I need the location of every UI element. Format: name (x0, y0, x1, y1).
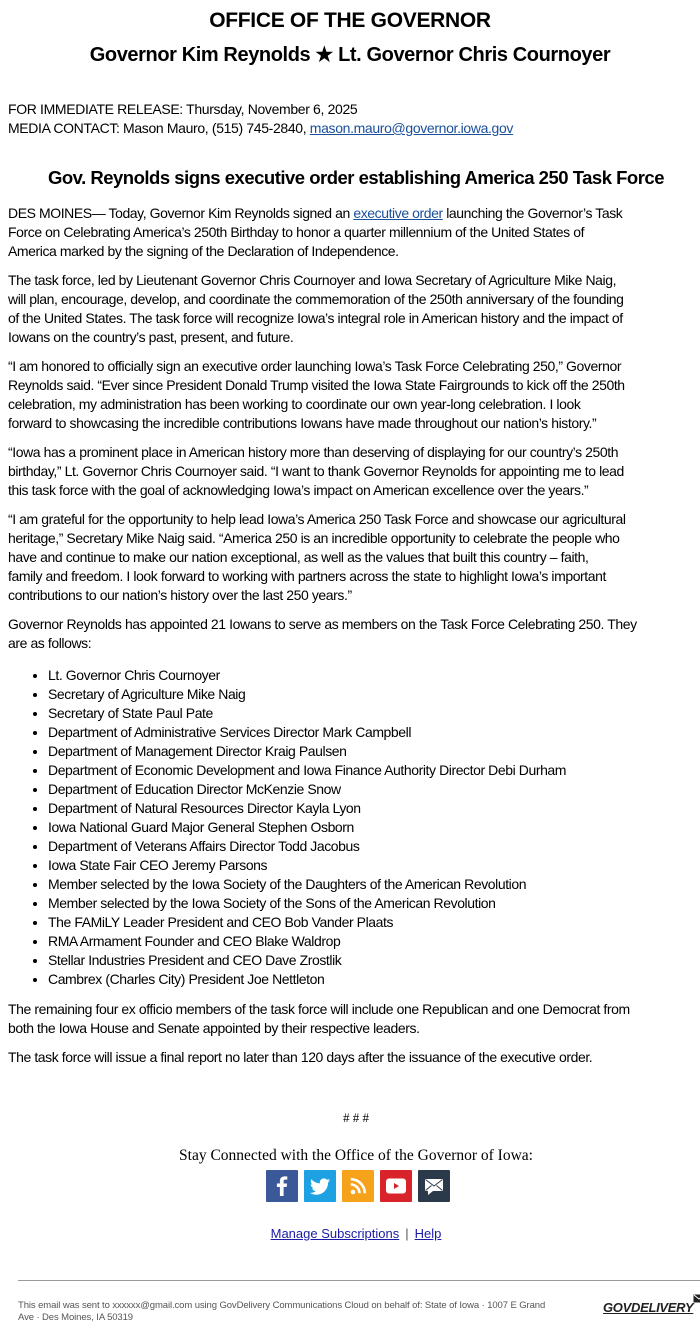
text-line: The task force will issue a final report no later than 120 days after the issuance of the executive order. (8, 1049, 593, 1065)
list-item: • Department of Veterans Affairs Director Todd Jacobus (48, 837, 566, 856)
text-line: celebration, my administration has been working to coordinate our own year-long celebration. I look (8, 396, 581, 412)
text-line: forward to showcasing the incredible contributions Iowans have made throughout our nation’s history.” (8, 415, 597, 431)
rss-button[interactable] (342, 1170, 374, 1202)
text-line: Reynolds said. “Ever since President Donald Trump visited the Iowa State Fairgrounds to kick off the 250th (8, 377, 625, 393)
paragraph-intro (8, 204, 700, 261)
list-item: • Member selected by the Iowa Society of the Sons of the American Revolution (48, 894, 566, 913)
help-link[interactable]: Help (414, 1226, 442, 1241)
office-title: OFFICE OF THE GOVERNOR (209, 9, 491, 32)
list-item: • Department of Natural Resources Director Kayla Lyon (48, 799, 566, 818)
paragraph-lt-governor-quote (8, 443, 700, 500)
media-contact: MEDIA CONTACT: Mason Mauro, (515) 745-2840, mason.mauro@governor.iowa.gov (8, 120, 514, 136)
disclaimer-line: Ave · Des Moines, IA 50319 (18, 1312, 133, 1323)
paragraph-task-force (8, 271, 700, 347)
list-item: • Cambrex (Charles City) President Joe Nettleton (48, 970, 566, 989)
text-line: Force on Celebrating America’s 250th Birthday to honor a quarter millennium of the United States of (8, 224, 585, 240)
rss-icon (342, 1170, 374, 1202)
list-item: • Department of Administrative Services Director Mark Campbell (48, 723, 566, 742)
youtube-icon (380, 1170, 412, 1202)
text-line: “Iowa has a prominent place in American history more than deserving of displaying for our country’s 250th (8, 444, 619, 460)
list-item: • Department of Management Director Kraig Paulsen (48, 742, 566, 761)
envelope-icon (693, 1294, 700, 1304)
paragraph-final-report (8, 1048, 700, 1067)
list-item: • Stellar Industries President and CEO Dave Zrostlik (48, 951, 566, 970)
manage-subscriptions-link[interactable]: Manage Subscriptions (270, 1226, 400, 1241)
twitter-button[interactable] (304, 1170, 336, 1202)
text-line: heritage,” Secretary Mike Naig said. “America 250 is an incredible opportunity to celebrate the people who (8, 530, 620, 546)
text-line: The task force, led by Lieutenant Governor Chris Cournoyer and Iowa Secretary of Agriculture Mike Naig, (8, 272, 617, 288)
text-line: “I am honored to officially sign an executive order launching Iowa’s Task Force Celebrating 250,” Governor (8, 358, 622, 374)
officials-subtitle: Governor Kim Reynolds ★ Lt. Governor Chris Cournoyer (89, 44, 611, 66)
executive-order-link[interactable]: executive order (353, 205, 443, 221)
email-icon (418, 1170, 450, 1202)
youtube-button[interactable] (380, 1170, 412, 1202)
text-line: “I am grateful for the opportunity to help lead Iowa’s America 250 Task Force and showcase our agricultural (8, 511, 626, 527)
text-line: DES MOINES— Today, Governor Kim Reynolds signed an executive order launching the Governor’s Task (8, 205, 623, 221)
text-line: have and continue to make our nation exceptional, as well as the values that built this country – faith, (8, 549, 589, 565)
text-line: family and freedom. I look forward to working with partners across the state to highlight Iowa’s important (8, 568, 606, 584)
text-line: birthday,” Lt. Governor Chris Cournoyer said. “I want to thank Governor Reynolds for appointing me to lead (8, 463, 624, 479)
paragraph-appointments (8, 615, 700, 653)
subscription-links (0, 1226, 700, 1241)
list-item: • The FAMiLY Leader President and CEO Bob Vander Plaats (48, 913, 566, 932)
list-item: • Secretary of State Paul Pate (48, 704, 566, 723)
paragraph-ex-officio (8, 1000, 700, 1038)
text-line: both the Iowa House and Senate appointed by their respective leaders. (8, 1020, 420, 1036)
text-line: contributions to our nation’s history over the last 250 years.” (8, 587, 352, 603)
list-item: • RMA Armament Founder and CEO Blake Waldrop (48, 932, 566, 951)
text-line: this task force with the goal of acknowledging Iowa’s impact on American excellence over the years.” (8, 482, 589, 498)
govdelivery-logo[interactable]: GOVDELIVERY (603, 1300, 693, 1315)
text-line: Iowans on the country’s past, present, and future. (8, 329, 294, 345)
email-button[interactable] (418, 1170, 450, 1202)
paragraph-secretary-quote (8, 510, 700, 605)
text-line: of the United States. The task force will recognize Iowa’s integral role in American history and the impact of (8, 310, 623, 326)
article-headline: Gov. Reynolds signs executive order establishing America 250 Task Force (47, 167, 665, 188)
paragraph-governor-quote (8, 357, 700, 433)
list-item: • Lt. Governor Chris Cournoyer (48, 666, 566, 685)
list-item: • Iowa State Fair CEO Jeremy Parsons (48, 856, 566, 875)
text-line: America marked by the signing of the Declaration of Independence. (8, 243, 399, 259)
end-mark: # # # (343, 1110, 369, 1125)
list-item: • Department of Economic Development and Iowa Finance Authority Director Debi Durham (48, 761, 566, 780)
release-meta (8, 100, 513, 138)
list-item: • Secretary of Agriculture Mike Naig (48, 685, 566, 704)
list-item: • Department of Education Director McKenzie Snow (48, 780, 566, 799)
text-line: The remaining four ex officio members of the task force will include one Republican and one Democrat from (8, 1001, 630, 1017)
footer-divider (18, 1280, 700, 1281)
social-links (266, 1170, 450, 1202)
member-list (8, 666, 566, 989)
link-separator: | (405, 1226, 409, 1241)
stay-connected-text: Stay Connected with the Office of the Governor of Iowa: (179, 1147, 533, 1164)
facebook-icon (266, 1170, 298, 1202)
release-date: FOR IMMEDIATE RELEASE: Thursday, November 6, 2025 (8, 101, 358, 117)
list-item: • Member selected by the Iowa Society of the Daughters of the American Revolution (48, 875, 566, 894)
facebook-button[interactable] (266, 1170, 298, 1202)
text-line: Governor Reynolds has appointed 21 Iowans to serve as members on the Task Force Celebrating 250. They (8, 616, 637, 632)
text-line: are as follows: (8, 635, 92, 651)
disclaimer-line: This email was sent to xxxxxx@gmail.com using GovDelivery Communications Cloud on behalf of: State of Iowa · 1007 E Grand (18, 1300, 546, 1311)
list-item: • Iowa National Guard Major General Stephen Osborn (48, 818, 566, 837)
text-line: will plan, encourage, develop, and coordinate the commemoration of the 250th anniversary of the founding (8, 291, 624, 307)
footer-disclaimer (18, 1300, 598, 1324)
contact-email-link[interactable]: mason.mauro@governor.iowa.gov (309, 120, 514, 136)
twitter-icon (304, 1170, 336, 1202)
